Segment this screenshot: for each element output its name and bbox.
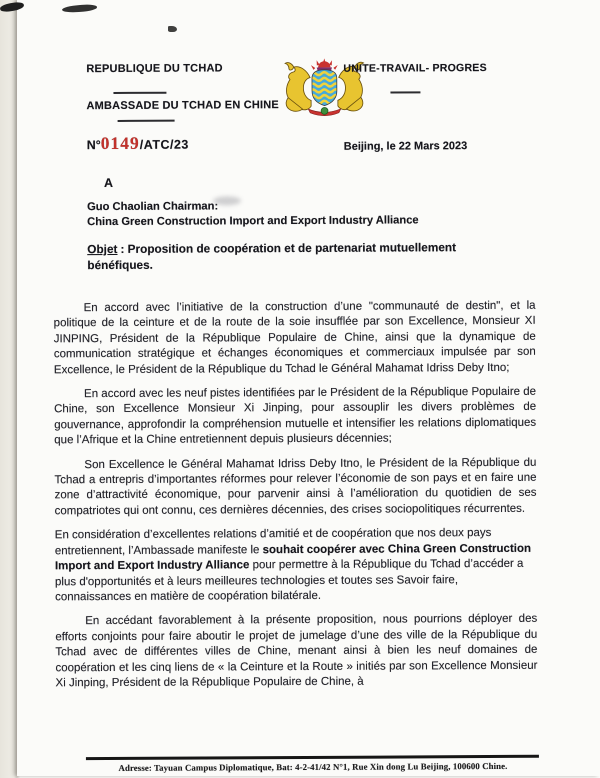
reference-suffix: /ATC/23 <box>139 137 189 152</box>
subject-label: Objet <box>87 241 118 257</box>
paragraph-4-text: pour permettre à la République du Tchad d’accéder a plus d'opportunités et à leurs meilleures technologies et toutes ses Savoir faire, connaissances en matière de coopération bilatérale. <box>54 557 524 604</box>
reference-number: 0149 <box>100 132 140 154</box>
salutation: A <box>103 175 113 191</box>
paragraph-4-text: En considération d’excellentes relations d’amitié et de coopération que nos deux pays entretiennent, l’Ambassade manifeste le <box>54 527 492 557</box>
recipient-name: Guo Chaolian Chairman: <box>87 200 219 214</box>
subject-line <box>87 240 519 273</box>
paragraph-3: Son Excellence le Général Mahamat Idriss Deby Itno, le Président de la République du Tchad a entrepris d’importantes réformes pour relever l’économie de son pays et en faire une zone d’attractivité économique, pour parvenir ainsi à l’amélioration du quotidien de ses compatriotes qui ont connu, ces dernières décennies, des crises sociopolitiques récurrentes. <box>54 456 537 518</box>
paragraph-5: En accédant favorablement à la présente proposition, nous pourrions déployer des efforts conjoints pour faire aboutir le projet de jumelage d’une des ville de la République du Tchad avec de différentes villes de Chine, menant ainsi à bien les neuf domaines de coopération et les cinq liens de « la Ceinture et la Route » initiés par son Excellence Monsieur Xi Jinping, Président de la République Populaire de Chine, à <box>55 613 538 690</box>
date-line: Beijing, le 22 Mars 2023 <box>343 140 468 153</box>
paragraph-4-bold-text: souhait coopérer avec China Green Construction Import and Export Industry Alliance <box>54 542 532 573</box>
recipient-organization: China Green Construction Import and Export Industry Alliance <box>87 214 419 229</box>
republic-title: REPUBLIQUE DU TCHAD <box>86 62 223 76</box>
paragraph-1: En accord avec l’initiative de la construction d’une "communauté de destin", et la politique de la ceinture et de la route de la soie insufflée par son Excellence, Monsieur XI JINPING, Président de la République Populaire de Chine, ainsi que la dynamique de communication stratégique et échanges économiques et commerciaux impulsée par son Excellence, le Président de la République du Tchad le Général Mahamat Idriss Deby Itno; <box>53 299 536 376</box>
header-rule <box>118 120 175 122</box>
scan-smudge <box>213 196 241 205</box>
letter-body <box>54 299 538 701</box>
embassy-title: AMBASSADE DU TCHAD EN CHINE <box>86 99 279 113</box>
national-motto: UNITE-TRAVAIL- PROGRES <box>343 62 487 75</box>
footer-address: Adresse: Tayuan Campus Diplomatique, Bat: 4-2-41/42 N°1, Rue Xin dong Lu Beijing, 100600 Chine. <box>118 760 508 773</box>
paragraph-2: En accord avec les neuf pistes identifiées par le Président de la République Populaire de Chine, son Excellence Monsieur Xi Jinping, pour assouplir les divers problèmes de gouvernance, approfondir la compréhension mutuelle et intensifier les relations diplomatiques que l’Afrique et la Chine entretiennent depuis plusieurs décennies; <box>54 385 537 447</box>
header-rule <box>113 92 166 94</box>
reference-prefix: N° <box>86 138 101 153</box>
subject-text: : Proposition de coopération et de partenariat mutuellement bénéfiques. <box>87 240 457 272</box>
reference-number-line <box>87 133 189 155</box>
header-rule <box>390 91 420 93</box>
footer-rule <box>86 755 539 760</box>
paragraph-4 <box>55 526 537 606</box>
